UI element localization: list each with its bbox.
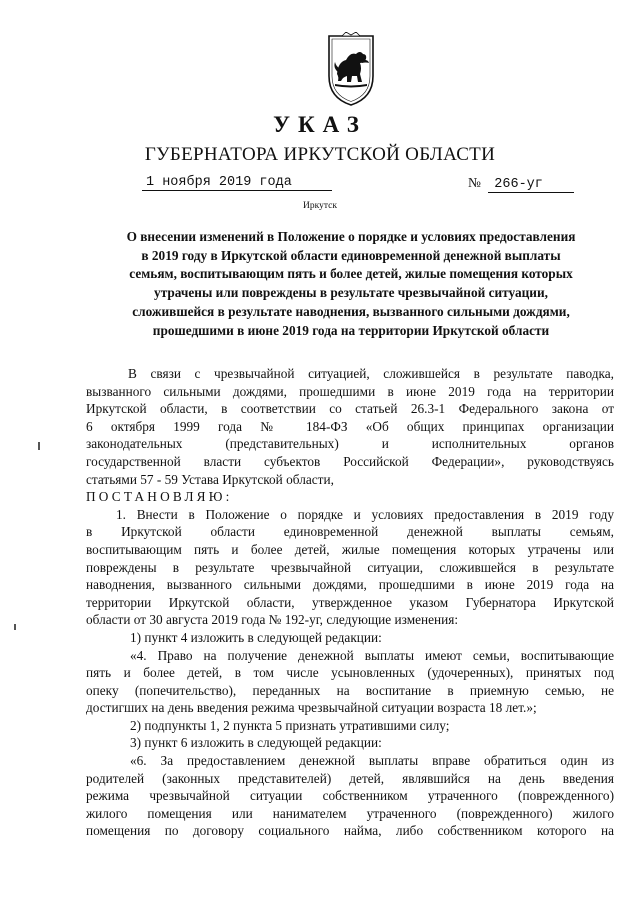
subitem-3 [86,734,614,752]
quote-point-4 [86,647,614,717]
title-line: сложившейся в результате наводнения, вызванного сильными дождями, [132,303,570,319]
doc-type-heading: УКАЗ [273,112,367,137]
text-line: родителей (законных представителей) детей, являвшийся на день введения [86,770,614,786]
text-line: режима чрезвычайной ситуации собственником утраченного (поврежденного) [86,788,614,804]
text-line: «6. За предоставлением денежной выплаты вправе обратиться один из [130,753,614,769]
text-line: 6 октября 1999 года № 184-ФЗ «Об общих принципах организации [86,418,614,434]
scan-mark [38,442,40,450]
text-line: области от 30 августа 2019 года № 192-уг, следующие изменения: [86,612,459,628]
text-line: жилого помещения или нанимателем утраченного (поврежденного) жилого [86,805,614,821]
text-line: пять и более детей, в том числе усыновленных (удочеренных), принятых под [86,665,614,681]
scan-mark [14,624,16,630]
text-line: помещения по договору социального найма, либо собственником которого на [86,823,614,839]
item-1-paragraph [86,506,614,629]
text-line: 1) пункт 4 изложить в следующей редакции: [130,629,382,645]
title-line: утрачены или повреждены в результате чрезвычайной ситуации, [154,285,548,301]
city-label: Иркутск [303,201,337,211]
title-line: в 2019 году в Иркутской области единовременной денежной выплаты [141,247,561,263]
decree-title [90,228,612,340]
text-line: В связи с чрезвычайной ситуацией, сложившейся в результате паводка, [128,366,614,381]
issuer-heading: ГУБЕРНАТОРА ИРКУТСКОЙ ОБЛАСТИ [144,144,496,165]
title-line: О внесении изменений в Положение о порядке и условиях предоставления [126,229,576,244]
decree-number: 266-уг [488,177,574,193]
text-line: в Иркутской области единовременной денежной выплаты семьям, [86,524,614,540]
text-line: государственной власти субъектов Российской Федерации», руководствуясь [86,453,614,469]
subitem-2 [86,717,614,735]
text-line: территории Иркутской области, утвержденное указом Губернатора Иркутской [86,594,614,610]
intro-paragraph [86,365,614,488]
title-line: прошедшими в июне 2019 года на территории Иркутской области [152,322,550,338]
coat-of-arms-icon [326,32,376,108]
text-line: статьями 57 - 59 Устава Иркутской области, [86,471,334,487]
text-line: 2) подпункты 1, 2 пункта 5 признать утратившими силу; [130,717,450,733]
subitem-1 [86,629,614,647]
text-line: Иркутской области, в соответствии со статьей 26.3-1 Федерального закона от [86,401,614,417]
title-line: семьям, воспитывающим пять и более детей, жилые помещения которых [129,266,573,282]
text-line: 3) пункт 6 изложить в следующей редакции: [130,735,382,751]
text-line: воспитывающим пять и более детей, жилые помещения которых утрачены или [86,541,614,557]
text-line: ПОСТАНОВЛЯЮ: [86,489,233,505]
decree-date: 1 ноября 2019 года [142,175,332,191]
text-line: 1. Внести в Положение о порядке и условиях предоставления в 2019 году [116,506,614,522]
decree-word [86,488,614,506]
text-line: наводнения, вызванного сильными дождями, прошедшими в июне 2019 года на [86,577,614,593]
text-line: вызванного сильными дождями, прошедшими в июне 2019 года на территории [86,383,614,399]
text-line: повреждены в результате чрезвычайной ситуации, сложившейся в результате [86,559,614,575]
text-line: опеку (попечительство), переданных на воспитание в приемную семью, не [86,682,614,698]
decree-body [86,365,614,840]
text-line: законодательных (представительных) и исполнительных органов [86,436,614,452]
decree-number-block [468,175,574,193]
quote-point-6 [86,752,614,840]
text-line: достигших на день введения режима чрезвычайной ситуации возраста 18 лет.»; [86,700,537,716]
number-sign: № [468,175,481,190]
text-line: «4. Право на получение денежной выплаты имеют семьи, воспитывающие [130,647,614,663]
